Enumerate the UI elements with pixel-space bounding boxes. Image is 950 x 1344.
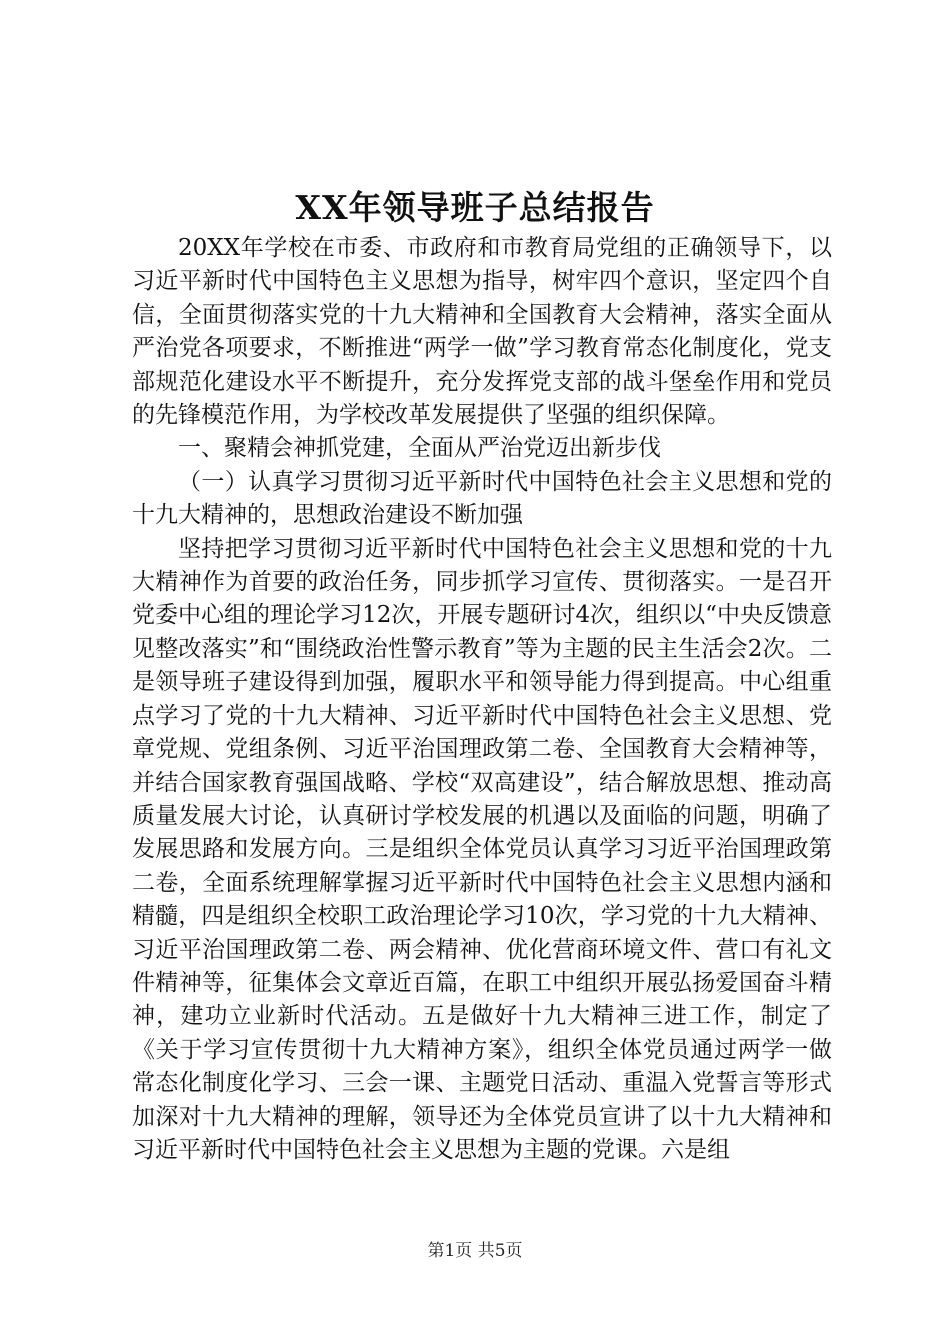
document-title: XX年领导班子总结报告 xyxy=(295,188,655,227)
section-heading: 一、聚精会神抓党建，全面从严治党迈出新步伐 xyxy=(178,435,661,462)
page-number-footer: 第1页 共5页 xyxy=(427,1241,523,1261)
document-body xyxy=(132,232,832,1167)
subsection-heading: （一）认真学习贯彻习近平新时代中国特色社会主义思想和党的十九大精神的，思想政治建设不断加强 xyxy=(132,468,832,529)
subsection-body-paragraph: 坚持把学习贯彻习近平新时代中国特色社会主义思想和党的十九大精神作为首要的政治任务，同步抓学习宣传、贯彻落实。一是召开党委中心组的理论学习12次，开展专题研讨4次，组织以“中央反馈意见整改落实”和“围绕政治性警示教育”等为主题的民主生活会2次。二是领导班子建设得到加强，履职水平和领导能力得到提高。中心组重点学习了党的十九大精神、习近平新时代中国特色社会主义思想、党章党规、党组条例、习近平治国理政第二卷、全国教育大会精神等，并结合国家教育强国战略、学校“双高建设”，结合解放思想、推动高质量发展大讨论，认真研讨学校发展的机遇以及面临的问题，明确了发展思路和发展方向。三是组织全体党员认真学习习近平治国理政第二卷，全面系统理解掌握习近平新时代中国特色社会主义思想内涵和精髓，四是组织全校职工政治理论学习10次，学习党的十九大精神、习近平治国理政第二卷、两会精神、优化营商环境文件、营口有礼文件精神等，征集体会文章近百篇，在职工中组织开展弘扬爱国奋斗精神，建功立业新时代活动。五是做好十九大精神三进工作，制定了《关于学习宣传贯彻十九大精神方案》，组织全体党员通过两学一做常态化制度化学习、三会一课、主题党日活动、重温入党誓言等形式加深对十九大精神的理解，领导还为全体党员宣讲了以十九大精神和习近平新时代中国特色社会主义思想为主题的党课。六是组 xyxy=(132,535,832,1163)
intro-paragraph: 20XX年学校在市委、市政府和市教育局党组的正确领导下，以习近平新时代中国特色主义思想为指导，树牢四个意识，坚定四个自信，全面贯彻落实党的十九大精神和全国教育大会精神，落实全面从严治党各项要求，不断推进“两学一做”学习教育常态化制度化，党支部规范化建设水平不断提升，充分发挥党支部的战斗堡垒作用和党员的先锋模范作用，为学校改革发展提供了坚强的组织保障。 xyxy=(132,235,832,429)
